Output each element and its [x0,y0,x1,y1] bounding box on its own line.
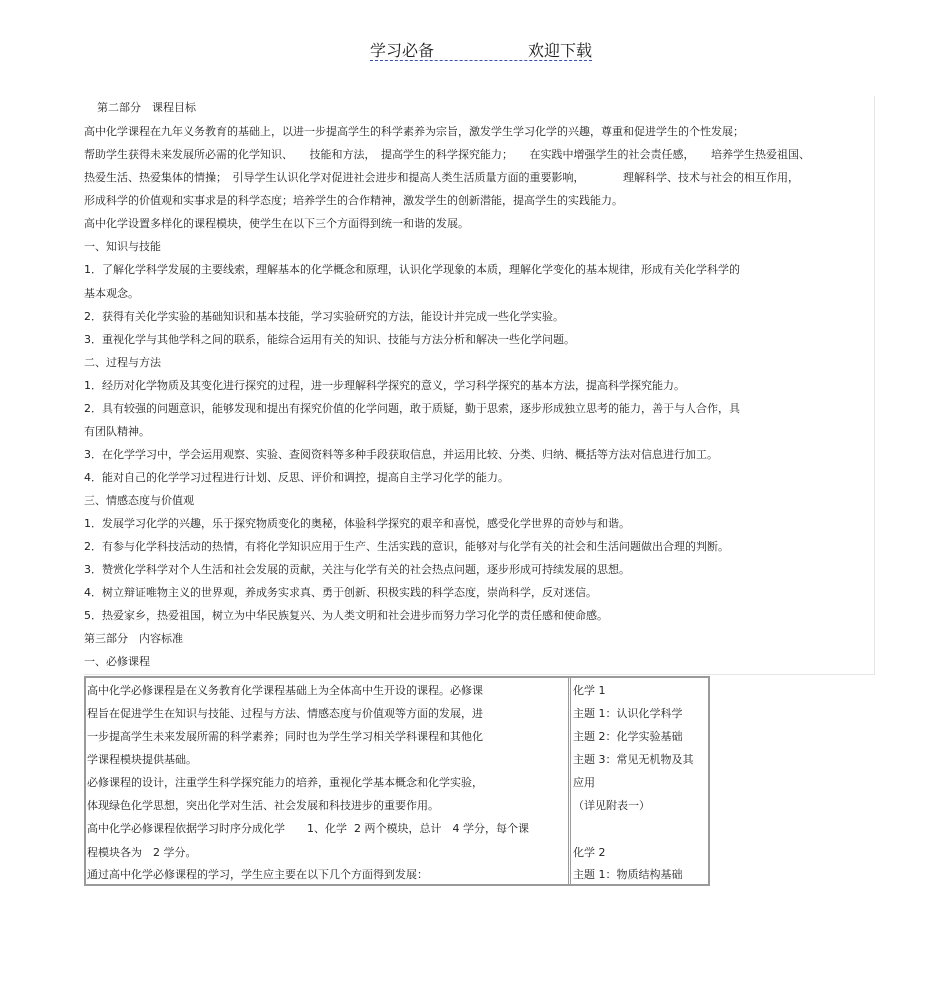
header-right-text: 欢迎下载 [527,41,592,60]
table-left-line: 通过高中化学必修课程的学习，学生应主要在以下几个方面得到发展： [87,868,428,881]
list-item: 2．获得有关化学实验的基础知识和基本技能，学习实验研究的方法，能设计并完成一些化学实验。 [84,310,564,323]
table-left-line: 体现绿色化学思想，突出化学对生活、社会发展和科技进步的重要作用。 [87,799,439,812]
list-item: 4．能对自己的化学学习过程进行计划、反思、评价和调控，提高自主学习化学的能力。 [84,471,509,484]
body-line: 形成科学的价值观和实事求是的科学态度；培养学生的合作精神，激发学生的创新潜能，提高学生的实践能力。 [84,194,623,207]
table-right-line: 主题 2：化学实验基础 [573,730,683,743]
subsection-heading: 三、情感态度与价值观 [84,494,194,507]
list-item: 2．有参与化学科技活动的热情，有将化学知识应用于生产、生活实践的意识，能够对与化学有关的社会和生活问题做出合理的判断。 [84,540,729,553]
table-right-line: 主题 1：物质结构基础 [573,868,683,881]
table-left-line: 高中化学必修课程是在义务教育化学课程基础上为全体高中生开设的课程。必修课 [87,684,483,697]
subsection-heading: 二、过程与方法 [84,356,161,369]
list-item: 4．树立辩证唯物主义的世界观，养成务实求真、勇于创新、积极实践的科学态度，崇尚科学，反对迷信。 [84,586,597,599]
table-left-line: 必修课程的设计，注重学生科学探究能力的培养，重视化学基本概念和化学实验， [87,776,483,789]
list-item: 1．发展学习化学的兴趣，乐于探究物质变化的奥秘，体验科学探究的艰辛和喜悦，感受化学世界的奇妙与和谐。 [84,517,630,530]
header-left-text: 学习必备 [370,41,435,60]
body-line: 热爱生活、热爱集体的情操； 引导学生认识化学对促进社会进步和提高人类生活质量方面的重要影响， 理解科学、技术与社会的相互作用， [84,171,799,184]
table-right-line: 主题 3：常见无机物及其 [573,753,694,766]
table-right-line: 化学 1 [573,684,606,697]
page-header [370,38,592,61]
body-line: 高中化学设置多样化的课程模块，使学生在以下三个方面得到统一和谐的发展。 [84,217,469,230]
course-table [84,676,710,886]
list-item: 2．具有较强的问题意识，能够发现和提出有探究价值的化学问题，敢于质疑，勤于思索，逐步形成独立思考的能力，善于与人合作，具 [84,402,740,415]
list-item: 1．经历对化学物质及其变化进行探究的过程，进一步理解科学探究的意义，学习科学探究的基本方法，提高科学探究能力。 [84,379,685,392]
subsection-heading: 一、必修课程 [84,655,150,668]
section-heading: 第二部分 课程目标 [97,101,196,114]
body-line: 高中化学课程在九年义务教育的基础上，以进一步提高学生的科学素养为宗旨，激发学生学习化学的兴趣，尊重和促进学生的个性发展； [84,125,744,138]
list-item-continuation: 有团队精神。 [84,425,150,438]
list-item: 5．热爱家乡，热爱祖国，树立为中华民族复兴、为人类文明和社会进步而努力学习化学的责任感和使命感。 [84,609,608,622]
body-line: 帮助学生获得未来发展所必需的化学知识、 技能和方法， 提高学生的科学探究能力； 在实践中增强学生的社会责任感， 培养学生热爱祖国、 [84,148,810,161]
list-item: 1．了解化学科学发展的主要线索，理解基本的化学概念和原理，认识化学现象的本质，理解化学变化的基本规律，形成有关化学科学的 [84,263,740,276]
table-left-line: 程旨在促进学生在知识与技能、过程与方法、情感态度与价值观等方面的发展，进 [87,707,483,720]
section-heading: 第三部分 内容标准 [84,632,183,645]
table-right-line: 主题 1：认识化学科学 [573,707,683,720]
table-right-line: 化学 2 [573,846,606,859]
table-right-line: 应用 [573,776,595,789]
table-left-line: 一步提高学生未来发展所需的科学素养；同时也为学生学习相关学科课程和其他化 [87,730,483,743]
list-item: 3．重视化学与其他学科之间的联系，能综合运用有关的知识、技能与方法分析和解决一些化学问题。 [84,333,575,346]
table-column-divider [568,678,571,884]
list-item: 3．赞赏化学科学对个人生活和社会发展的贡献，关注与化学有关的社会热点问题，逐步形成可持续发展的思想。 [84,563,630,576]
list-item: 3．在化学学习中，学会运用观察、实验、查阅资料等多种手段获取信息，并运用比较、分类、归纳、概括等方法对信息进行加工。 [84,448,718,461]
table-left-line: 高中化学必修课程依据学习时序分成化学 1、化学 2 两个模块，总计 4 学分，每个课 [87,822,529,835]
table-right-line: （详见附表一） [573,799,650,812]
table-left-line: 学课程模块提供基础。 [87,753,197,766]
table-left-line: 程模块各为 2 学分。 [87,846,197,859]
list-item-continuation: 基本观念。 [84,287,139,300]
subsection-heading: 一、知识与技能 [84,240,161,253]
